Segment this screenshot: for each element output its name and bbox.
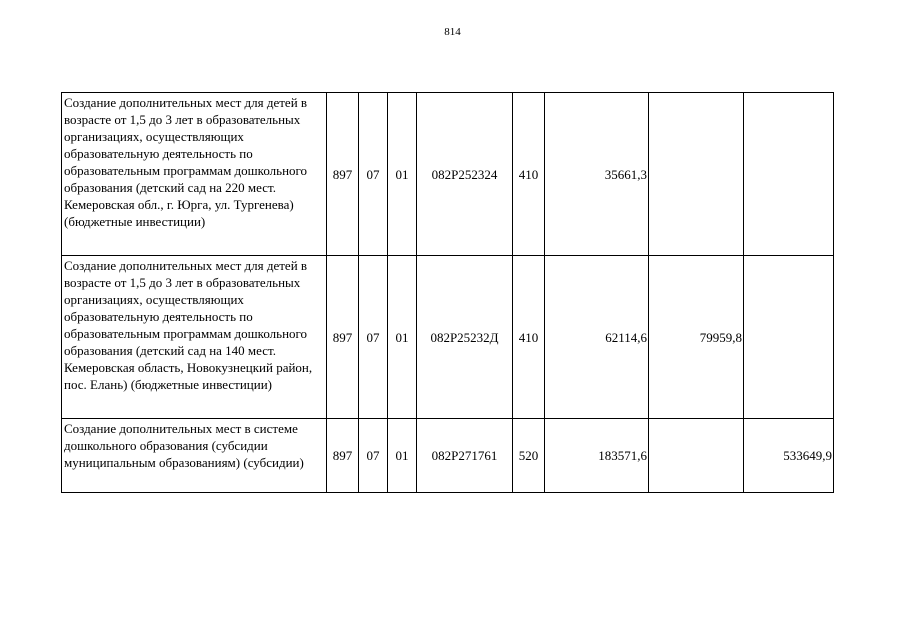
- page-number: 814: [444, 26, 461, 38]
- table-row: [62, 419, 834, 493]
- section-code: 07: [359, 419, 388, 493]
- amount-3: [744, 93, 834, 256]
- expense-type-code: 410: [513, 93, 545, 256]
- amount-2: [649, 93, 744, 256]
- table-row: [62, 256, 834, 419]
- row-description: Создание дополнительных мест для детей в возрасте от 1,5 до 3 лет в образовательных организациях, осуществляющих образовательную деятельность по образовательным программам дошкольного образования (детский сад на 220 мест. Кемеровская обл., г. Юрга, ул. Тургенева) (бюджетные инвестиции): [62, 93, 327, 256]
- amount-2: 79959,8: [649, 256, 744, 419]
- target-article-code: 082P271761: [417, 419, 513, 493]
- amount-2: [649, 419, 744, 493]
- ministry-code: 897: [327, 419, 359, 493]
- amount-1: 183571,6: [545, 419, 649, 493]
- section-code: 07: [359, 256, 388, 419]
- row-description: Создание дополнительных мест в системе дошкольного образования (субсидии муниципальным образованиям) (субсидии): [62, 419, 327, 493]
- row-description: Создание дополнительных мест для детей в возрасте от 1,5 до 3 лет в образовательных организациях, осуществляющих образовательную деятельность по образовательным программам дошкольного образования (детский сад на 140 мест. Кемеровская область, Новокузнецкий район, пос. Елань) (бюджетные инвестиции): [62, 256, 327, 419]
- table-row: [62, 93, 834, 256]
- subsection-code: 01: [388, 419, 417, 493]
- subsection-code: 01: [388, 93, 417, 256]
- expense-type-code: 520: [513, 419, 545, 493]
- amount-1: 35661,3: [545, 93, 649, 256]
- target-article-code: 082P252324: [417, 93, 513, 256]
- amount-3: [744, 256, 834, 419]
- amount-3: 533649,9: [744, 419, 834, 493]
- budget-table: [61, 92, 834, 493]
- target-article-code: 082P25232Д: [417, 256, 513, 419]
- ministry-code: 897: [327, 93, 359, 256]
- subsection-code: 01: [388, 256, 417, 419]
- ministry-code: 897: [327, 256, 359, 419]
- expense-type-code: 410: [513, 256, 545, 419]
- section-code: 07: [359, 93, 388, 256]
- amount-1: 62114,6: [545, 256, 649, 419]
